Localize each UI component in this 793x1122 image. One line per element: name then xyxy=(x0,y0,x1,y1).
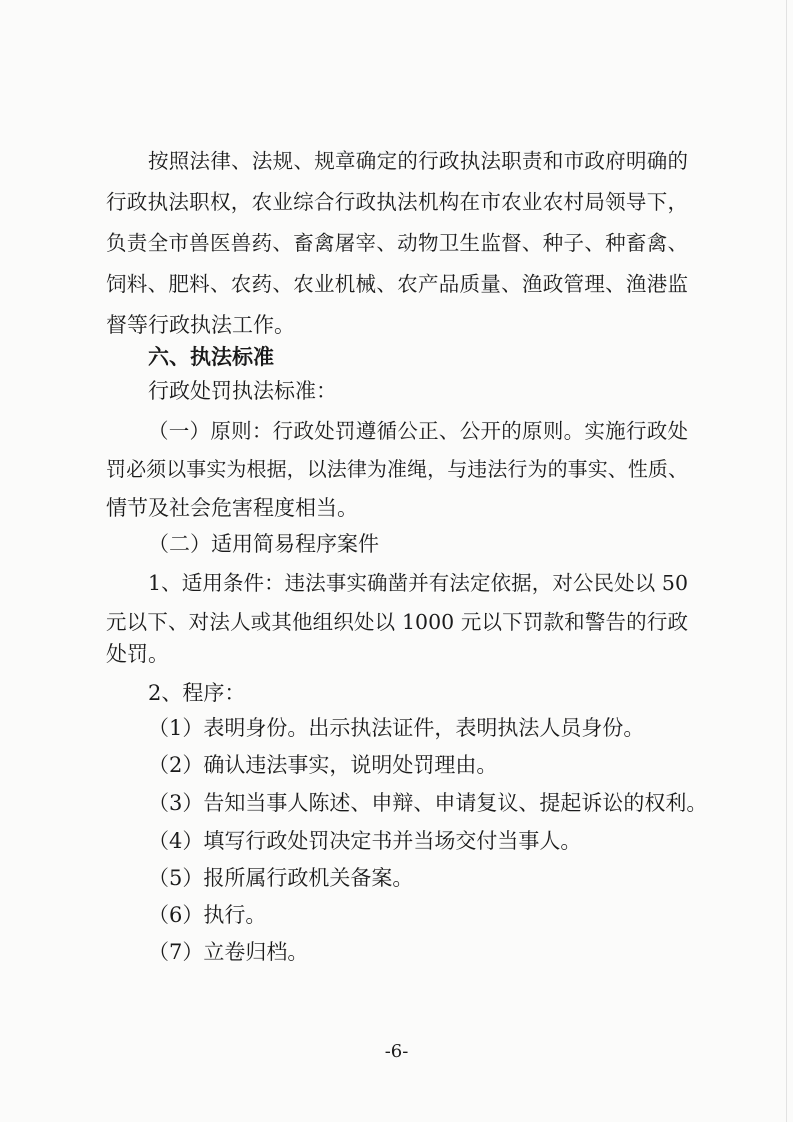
paragraph-conditions-line-2: 元以下、对法人或其他组织处以 1000 元以下罚款和警告的行政 xyxy=(106,610,688,634)
page-number: -6- xyxy=(384,1041,409,1062)
subheading-simple-procedure: （二）适用简易程序案件 xyxy=(148,532,379,556)
section-heading-enforcement-standards: 六、执法标准 xyxy=(148,344,274,369)
procedure-step-3: （3）告知当事人陈述、申辩、申请复议、提起诉讼的权利。 xyxy=(148,791,708,815)
procedure-step-6: （6）执行。 xyxy=(148,903,267,927)
procedure-step-4: （4）填写行政处罚决定书并当场交付当事人。 xyxy=(148,829,582,853)
procedure-step-7: （7）立卷归档。 xyxy=(148,940,309,964)
procedure-step-5: （5）报所属行政机关备案。 xyxy=(148,866,414,890)
subheading-penalty-standards: 行政处罚执法标准： xyxy=(148,379,337,403)
paragraph-principles-line-3: 情节及社会危害程度相当。 xyxy=(106,496,358,520)
scan-edge-line xyxy=(786,0,787,1122)
paragraph-duties-line-2: 行政执法职权，农业综合行政执法机构在市农业农村局领导下， xyxy=(106,190,688,214)
paragraph-duties-line-5: 督等行政执法工作。 xyxy=(106,313,295,337)
paragraph-duties-line-4: 饲料、肥料、农药、农业机械、农产品质量、渔政管理、渔港监 xyxy=(106,272,688,296)
procedure-step-1: （1）表明身份。出示执法证件，表明执法人员身份。 xyxy=(148,716,645,740)
paragraph-conditions-line-3: 处罚。 xyxy=(106,642,169,666)
paragraph-conditions-line-1: 1、适用条件：违法事实确凿并有法定依据，对公民处以 50 xyxy=(148,571,688,595)
subheading-procedure: 2、程序： xyxy=(148,681,246,705)
paragraph-principles-line-1: （一）原则：行政处罚遵循公正、公开的原则。实施行政处 xyxy=(148,419,688,443)
paragraph-principles-line-2: 罚必须以事实为根据，以法律为准绳，与违法行为的事实、性质、 xyxy=(106,457,688,481)
paragraph-duties-line-3: 负责全市兽医兽药、畜禽屠宰、动物卫生监督、种子、种畜禽、 xyxy=(106,231,688,255)
paragraph-duties-line-1: 按照法律、法规、规章确定的行政执法职责和市政府明确的 xyxy=(148,149,688,173)
procedure-step-2: （2）确认违法事实，说明处罚理由。 xyxy=(148,753,498,777)
